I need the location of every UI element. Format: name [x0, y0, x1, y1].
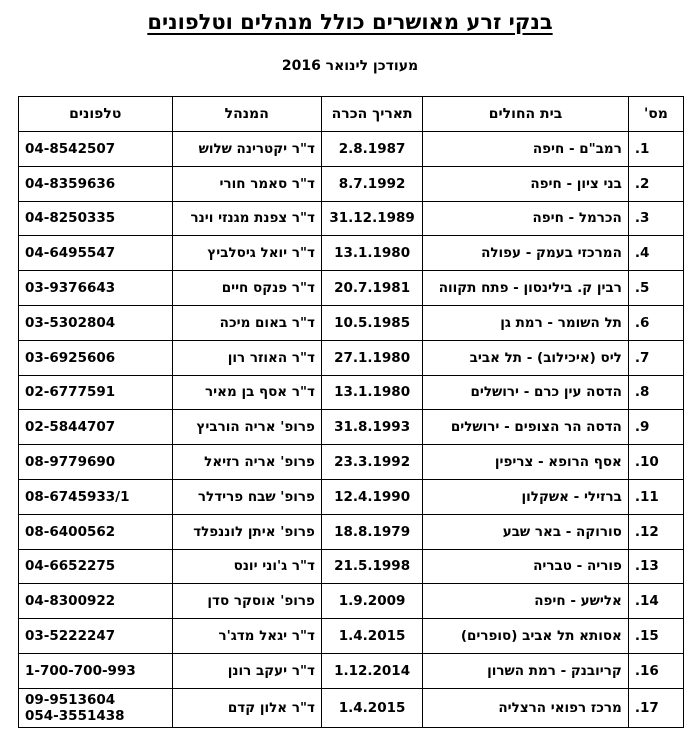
director-name: ד"ר סאמר חורי [172, 166, 321, 201]
phone-cell [19, 584, 173, 619]
table-row [19, 236, 684, 271]
phone-number: 054-3551438 [25, 707, 125, 724]
phone-cell [19, 514, 173, 549]
phone-number: 03-9376643 [25, 280, 116, 297]
document-subtitle: מעודכן לינואר 2016 [281, 58, 419, 74]
director-name: פרופ' אריה רזיאל [172, 445, 321, 480]
recognition-date: 1.12.2014 [321, 653, 422, 688]
director-name: ד"ר ג'וני יונס [172, 549, 321, 584]
recognition-date: 10.5.1985 [321, 305, 422, 340]
row-number: .2 [628, 166, 683, 201]
recognition-date: 20.7.1981 [321, 271, 422, 306]
recognition-date: 1.9.2009 [321, 584, 422, 619]
recognition-date: 13.1.1980 [321, 375, 422, 410]
phone-number: 03-5222247 [25, 628, 116, 645]
row-number: .1 [628, 132, 683, 167]
phone-cell [19, 619, 173, 654]
director-name: פרופ' שבח פרידלר [172, 479, 321, 514]
director-name: ד"ר צפנת מגנזי וינר [172, 201, 321, 236]
hospital-name: מרכז רפואי הרצליה [423, 688, 629, 727]
table-row [19, 653, 684, 688]
table-row [19, 410, 684, 445]
hospital-name: ברזילי - אשקלון [423, 479, 629, 514]
row-number: .9 [628, 410, 683, 445]
row-number: .13 [628, 549, 683, 584]
row-number: .15 [628, 619, 683, 654]
table-row [19, 201, 684, 236]
hospital-name: אסף הרופא - צריפין [423, 445, 629, 480]
table-row [19, 479, 684, 514]
director-name: פרופ' אוסקר סדן [172, 584, 321, 619]
phone-number: 08-9779690 [25, 454, 116, 471]
hospital-name: הכרמל - חיפה [423, 201, 629, 236]
phone-number: 04-6495547 [25, 245, 116, 262]
header-number: מס' [628, 97, 683, 132]
recognition-date: 1.4.2015 [321, 688, 422, 727]
row-number: .5 [628, 271, 683, 306]
phone-number: 03-5302804 [25, 314, 116, 331]
director-name: ד"ר באום מיכה [172, 305, 321, 340]
director-name: פרופ' אריה הורביץ [172, 410, 321, 445]
table-row [19, 549, 684, 584]
phone-number: 09-9513604 [25, 691, 116, 708]
recognition-date: 23.3.1992 [321, 445, 422, 480]
hospital-name: אסותא תל אביב (סופרים) [423, 619, 629, 654]
table-row [19, 445, 684, 480]
header-hospital: בית החולים [423, 97, 629, 132]
hospital-name: ליס (איכילוב) - תל אביב [423, 340, 629, 375]
recognition-date: 2.8.1987 [321, 132, 422, 167]
header-recognition-date: תאריך הכרה [321, 97, 422, 132]
director-name: ד"ר אלון קדם [172, 688, 321, 727]
table-row [19, 166, 684, 201]
recognition-date: 13.1.1980 [321, 236, 422, 271]
document-title: בנקי זרע מאושרים כולל מנהלים וטלפונים [147, 10, 553, 34]
recognition-date: 8.7.1992 [321, 166, 422, 201]
hospital-name: המרכזי בעמק - עפולה [423, 236, 629, 271]
phone-cell [19, 132, 173, 167]
table-body [19, 132, 684, 728]
phone-number: 1-700-700-993 [25, 662, 136, 679]
phone-cell [19, 479, 173, 514]
table-row [19, 584, 684, 619]
hospital-name: רבין ק. בילינסון - פתח תקווה [423, 271, 629, 306]
recognition-date: 27.1.1980 [321, 340, 422, 375]
recognition-date: 12.4.1990 [321, 479, 422, 514]
phone-cell [19, 375, 173, 410]
director-name: ד"ר יקטרינה שלוש [172, 132, 321, 167]
director-name: ד"ר אסף בן מאיר [172, 375, 321, 410]
table-row [19, 132, 684, 167]
row-number: .14 [628, 584, 683, 619]
recognition-date: 31.12.1989 [321, 201, 422, 236]
header-director: המנהל [172, 97, 321, 132]
row-number: .6 [628, 305, 683, 340]
phone-cell [19, 445, 173, 480]
recognition-date: 18.8.1979 [321, 514, 422, 549]
phone-cell [19, 410, 173, 445]
director-name: ד"ר יגאל מדג'ר [172, 619, 321, 654]
row-number: .11 [628, 479, 683, 514]
table-row [19, 619, 684, 654]
phone-number: 03-6925606 [25, 349, 116, 366]
director-name: ד"ר פנקס חיים [172, 271, 321, 306]
phone-number: 04-8359636 [25, 175, 116, 192]
row-number: .3 [628, 201, 683, 236]
table-row [19, 514, 684, 549]
header-phones: טלפונים [19, 97, 173, 132]
phone-number: 02-6777591 [25, 384, 116, 401]
hospital-name: רמב"ם - חיפה [423, 132, 629, 167]
table-row [19, 305, 684, 340]
phone-number: 08-6400562 [25, 523, 116, 540]
hospital-name: פוריה - טבריה [423, 549, 629, 584]
director-name: ד"ר יעקב רונן [172, 653, 321, 688]
phone-number: 04-8250335 [25, 210, 116, 227]
director-name: פרופ' איתן לוננפלד [172, 514, 321, 549]
phone-number: 02-5844707 [25, 419, 116, 436]
director-name: ד"ר האוזר רון [172, 340, 321, 375]
phone-number: 04-6652275 [25, 558, 116, 575]
row-number: .12 [628, 514, 683, 549]
table-header-row [19, 97, 684, 132]
phone-number: 04-8542507 [25, 140, 116, 157]
phone-cell [19, 688, 173, 727]
director-name: ד"ר יואל גיסלביץ [172, 236, 321, 271]
sperm-banks-table [18, 96, 684, 728]
row-number: .4 [628, 236, 683, 271]
table-row [19, 271, 684, 306]
table-row [19, 688, 684, 727]
recognition-date: 1.4.2015 [321, 619, 422, 654]
phone-cell [19, 236, 173, 271]
row-number: .16 [628, 653, 683, 688]
row-number: .10 [628, 445, 683, 480]
phone-cell [19, 653, 173, 688]
row-number: .8 [628, 375, 683, 410]
phone-cell [19, 549, 173, 584]
phone-number: 08-6745933/1 [25, 488, 130, 505]
hospital-name: הדסה הר הצופים - ירושלים [423, 410, 629, 445]
table-row [19, 375, 684, 410]
row-number: .7 [628, 340, 683, 375]
hospital-name: סורוקה - באר שבע [423, 514, 629, 549]
table-row [19, 340, 684, 375]
row-number: .17 [628, 688, 683, 727]
recognition-date: 21.5.1998 [321, 549, 422, 584]
hospital-name: אלישע - חיפה [423, 584, 629, 619]
phone-cell [19, 166, 173, 201]
hospital-name: הדסה עין כרם - ירושלים [423, 375, 629, 410]
hospital-name: בני ציון - חיפה [423, 166, 629, 201]
phone-cell [19, 340, 173, 375]
recognition-date: 31.8.1993 [321, 410, 422, 445]
hospital-name: תל השומר - רמת גן [423, 305, 629, 340]
phone-cell [19, 271, 173, 306]
phone-cell [19, 305, 173, 340]
phone-number: 04-8300922 [25, 593, 116, 610]
hospital-name: קריובנק - רמת השרון [423, 653, 629, 688]
phone-cell [19, 201, 173, 236]
